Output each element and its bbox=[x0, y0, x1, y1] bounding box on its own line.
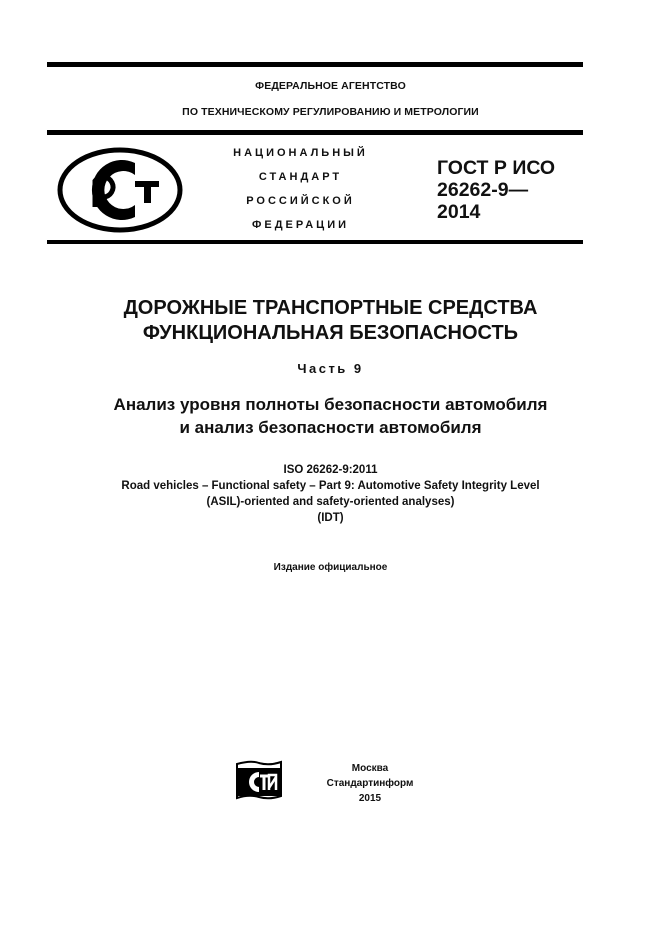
subtitle-line-1: Анализ уровня полноты безопасности автомобиля bbox=[113, 395, 548, 414]
national-standard-line-1: НАЦИОНАЛЬНЫЙ bbox=[233, 147, 368, 159]
part-label: Часть 9 bbox=[297, 361, 364, 376]
top-rule bbox=[47, 62, 583, 67]
iso-number: ISO 26262-9:2011 bbox=[283, 464, 378, 476]
title-line-1: ДОРОЖНЫЕ ТРАНСПОРТНЫЕ СРЕДСТВА bbox=[123, 297, 538, 319]
agency-line-2: ПО ТЕХНИЧЕСКОМУ РЕГУЛИРОВАНИЮ И МЕТРОЛОГИИ bbox=[182, 106, 479, 118]
national-standard-line-3: РОССИЙСКОЙ bbox=[246, 195, 355, 207]
iso-title-line-1: Road vehicles – Functional safety – Part 9: Automotive Safety Integrity Level bbox=[121, 480, 540, 492]
title-line-2: ФУНКЦИОНАЛЬНАЯ БЕЗОПАСНОСТЬ bbox=[142, 322, 519, 344]
publisher-city: Москва bbox=[351, 763, 389, 774]
agency-line-1: ФЕДЕРАЛЬНОЕ АГЕНТСТВО bbox=[255, 80, 406, 92]
iso-title-line-2: (ASIL)-oriented and safety-oriented analyses) bbox=[206, 496, 455, 508]
rst-logo-icon bbox=[55, 145, 185, 235]
publication-year: 2015 bbox=[358, 793, 382, 804]
national-standard-label bbox=[208, 141, 393, 237]
standartinform-logo-icon bbox=[235, 760, 283, 802]
document-title bbox=[0, 296, 661, 346]
rst-logo bbox=[55, 145, 185, 235]
document-subtitle bbox=[0, 393, 661, 439]
standard-designation bbox=[437, 157, 555, 223]
designation-line-1: ГОСТ Р ИСО bbox=[437, 157, 556, 179]
designation-line-3: 2014 bbox=[437, 201, 481, 223]
standartinform-logo bbox=[235, 760, 283, 802]
iso-equivalence: (IDT) bbox=[317, 512, 344, 524]
national-standard-line-2: СТАНДАРТ bbox=[258, 171, 343, 183]
iso-reference bbox=[0, 462, 661, 526]
publisher-info bbox=[320, 761, 420, 806]
national-standard-line-4: ФЕДЕРАЦИИ bbox=[251, 219, 350, 231]
upper-middle-rule bbox=[47, 130, 583, 135]
designation-line-2: 26262-9— bbox=[437, 179, 529, 201]
lower-middle-rule bbox=[47, 240, 583, 244]
subtitle-line-2: и анализ безопасности автомобиля bbox=[179, 418, 482, 437]
publisher-name: Стандартинформ bbox=[326, 778, 414, 789]
edition-label: Издание официальное bbox=[273, 562, 388, 573]
